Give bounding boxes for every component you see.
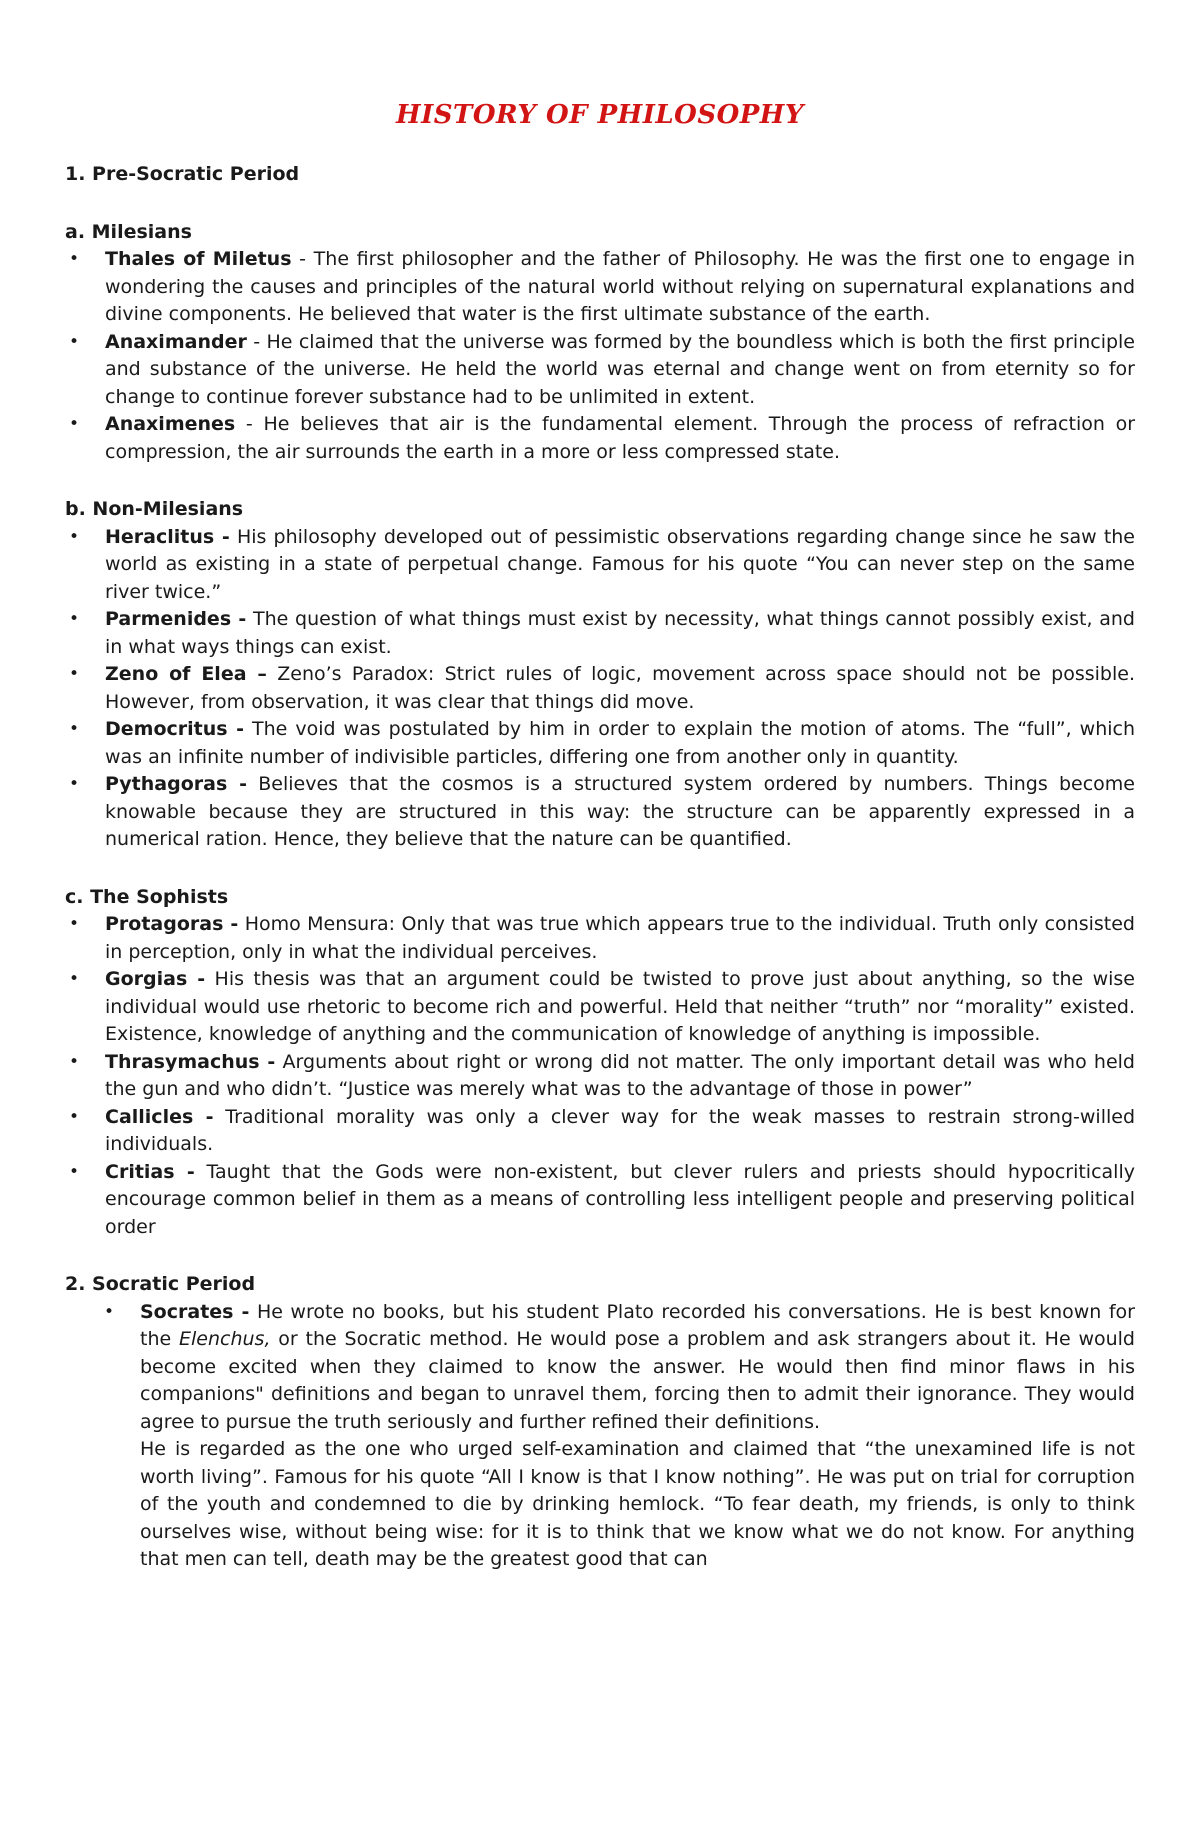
socrates-paragraph-2: He is regarded as the one who urged self-examination and claimed that “the unexamined life is not worth living”. Famous for his quote “All I know is that I know nothing”. He was put on trial for corruption of the youth and condemned to die by drinking hemlock. “To fear death, my friends, is only to think ourselves wise, without being wise: for it is to think that we know what we do not know. For anything that men can tell, death may be the greatest good that can (140, 1438, 1135, 1570)
list-item: • Heraclitus - His philosophy developed out of pessimistic observations regarding change since he saw the world as existing in a state of perpetual change. Famous for his quote “You can never step on the same river twice.” (65, 524, 1135, 607)
list-item: • Zeno of Elea – Zeno’s Paradox: Strict rules of logic, movement across space should not be possible. However, from observation, it was clear that things did move. (65, 661, 1135, 716)
subheading-non-milesians: b. Non-Milesians (65, 498, 244, 520)
sophists-list (65, 911, 1135, 1241)
list-item: • Anaximenes - He believes that air is the fundamental element. Through the process of refraction or compression, the air surrounds the earth in a more or less compressed state. (65, 411, 1135, 466)
socratic-list (65, 1299, 1135, 1574)
list-item: • Callicles - Traditional morality was only a clever way for the weak masses to restrain strong-willed individuals. (65, 1104, 1135, 1159)
list-item: • Thrasymachus - Arguments about right or wrong did not matter. The only important detail was who held the gun and who didn’t. “Justice was merely what was to the advantage of those in power” (65, 1049, 1135, 1104)
non-milesians-list (65, 524, 1135, 854)
list-item: • Pythagoras - Believes that the cosmos is a structured system ordered by numbers. Things become knowable because they are structured in this way: the structure can be apparently expressed in a numerical ration. Hence, they believe that the nature can be quantified. (65, 771, 1135, 854)
list-item: • Thales of Miletus - The first philosopher and the father of Philosophy. He was the first one to engage in wondering the causes and principles of the natural world without relying on supernatural explanations and divine components. He believed that water is the first ultimate substance of the earth. (65, 246, 1135, 329)
list-item: • Gorgias - His thesis was that an argument could be twisted to prove just about anything, so the wise individual would use rhetoric to become rich and powerful. Held that neither “truth” nor “morality” existed. Existence, knowledge of anything and the communication of knowledge of anything is impossible. (65, 966, 1135, 1049)
list-item: • Anaximander - He claimed that the universe was formed by the boundless which is both the first principle and substance of the universe. He held the world was eternal and change went on from eternity so for change to continue forever substance had to be unlimited in extent. (65, 329, 1135, 412)
list-item: • Democritus - The void was postulated by him in order to explain the motion of atoms. The “full”, which was an infinite number of indivisible particles, differing one from another only in quantity. (65, 716, 1135, 771)
subheading-milesians: a. Milesians (65, 220, 192, 243)
list-item: • Parmenides - The question of what things must exist by necessity, what things cannot possibly exist, and in what ways things can exist. (65, 606, 1135, 661)
list-item: • Critias - Taught that the Gods were non-existent, but clever rulers and priests should hypocritically encourage common belief in them as a means of controlling less intelligent people and preserving political order (65, 1159, 1135, 1242)
document-page (65, 95, 1135, 1574)
page-title: HISTORY OF PHILOSOPHY (396, 100, 804, 130)
section-heading-socratic: 2. Socratic Period (65, 1273, 256, 1295)
section-heading-pre-socratic: 1. Pre-Socratic Period (65, 163, 300, 185)
socrates-paragraph-1: • Socrates - He wrote no books, but his student Plato recorded his conversations. He is best known for the Elenchus, or the Socratic method. He would pose a problem and ask strangers about it. He would become excited when they claimed to know the answer. He would then find minor flaws in his companions" definitions and began to unravel them, forcing then to admit their ignorance. They would agree to pursue the truth seriously and further refined their definitions. (140, 1300, 1135, 1433)
milesians-list (65, 246, 1135, 466)
subheading-sophists: c. The Sophists (65, 885, 229, 908)
list-item: • Protagoras - Homo Mensura: Only that was true which appears true to the individual. Truth only consisted in perception, only in what the individual perceives. (65, 911, 1135, 966)
list-item-socrates (100, 1299, 1135, 1574)
